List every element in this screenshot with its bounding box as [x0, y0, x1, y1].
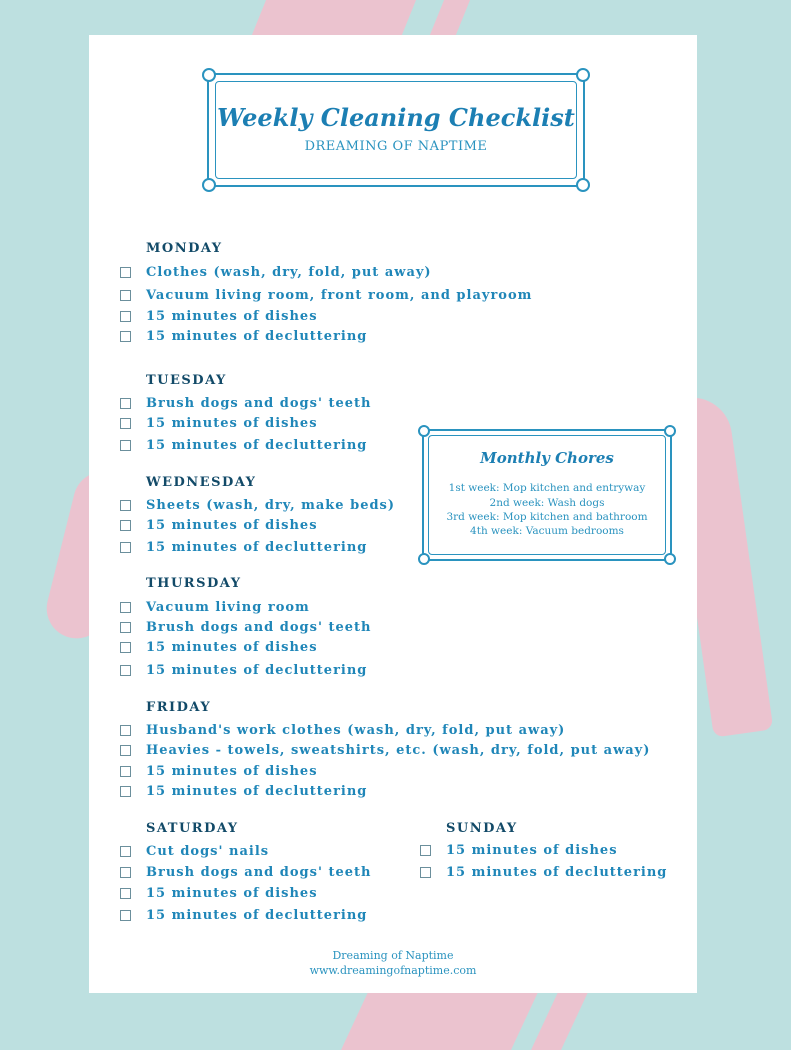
checklist-item[interactable] [420, 840, 618, 860]
checklist-item[interactable] [120, 740, 650, 760]
frame-curl-icon [664, 553, 676, 565]
footer-url[interactable]: www.dreamingofnaptime.com [309, 964, 477, 977]
monthly-chore-line: 3rd week: Mop kitchen and bathroom [446, 511, 648, 523]
checkbox[interactable] [120, 520, 131, 531]
monthly-chores-title: Monthly Chores [480, 449, 614, 467]
checklist-item[interactable] [420, 862, 667, 882]
footer-name: Dreaming of Naptime [332, 949, 454, 962]
checklist-item[interactable] [120, 660, 367, 680]
frame-curl-icon [418, 425, 430, 437]
checklist-item[interactable] [120, 841, 269, 861]
frame-curl-icon [202, 68, 216, 82]
item-label: 15 minutes of decluttering [146, 907, 368, 923]
monthly-chore-line: 4th week: Vacuum bedrooms [470, 525, 624, 537]
checklist-item[interactable] [120, 883, 318, 903]
day-heading-wednesday: WEDNESDAY [146, 475, 257, 490]
item-label: 15 minutes of decluttering [146, 328, 368, 344]
day-heading-friday: FRIDAY [146, 700, 212, 715]
frame-curl-icon [664, 425, 676, 437]
item-label: 15 minutes of decluttering [146, 437, 368, 453]
checkbox[interactable] [420, 845, 431, 856]
day-heading-tuesday: TUESDAY [146, 373, 227, 388]
item-label: Brush dogs and dogs' teeth [146, 619, 372, 635]
item-label: Vacuum living room, front room, and playroom [146, 287, 533, 303]
item-label: 15 minutes of dishes [446, 842, 618, 858]
checklist-page [89, 35, 697, 993]
checklist-item[interactable] [120, 905, 367, 925]
checklist-item[interactable] [120, 306, 318, 326]
checkbox[interactable] [120, 888, 131, 899]
checklist-item[interactable] [120, 720, 565, 740]
title-frame [207, 73, 585, 187]
frame-curl-icon [418, 553, 430, 565]
item-label: Brush dogs and dogs' teeth [146, 395, 372, 411]
monthly-chore-line: 2nd week: Wash dogs [489, 497, 605, 509]
checkbox[interactable] [120, 846, 131, 857]
monthly-chores-box [422, 429, 672, 561]
checklist-item[interactable] [120, 326, 367, 346]
checklist-item[interactable] [120, 597, 310, 617]
item-label: 15 minutes of decluttering [446, 864, 668, 880]
item-label: 15 minutes of dishes [146, 517, 318, 533]
checkbox[interactable] [120, 642, 131, 653]
checkbox[interactable] [120, 867, 131, 878]
decor-stroke-top-thin [428, 0, 478, 40]
checkbox[interactable] [120, 398, 131, 409]
checkbox[interactable] [120, 500, 131, 511]
item-label: 15 minutes of decluttering [146, 783, 368, 799]
item-label: 15 minutes of decluttering [146, 539, 368, 555]
decor-stroke-bottom [341, 990, 539, 1050]
page-title: Weekly Cleaning Checklist [217, 103, 575, 132]
item-label: 15 minutes of dishes [146, 885, 318, 901]
item-label: 15 minutes of dishes [146, 308, 318, 324]
checklist-item[interactable] [120, 393, 371, 413]
item-label: Husband's work clothes (wash, dry, fold, put away) [146, 722, 566, 738]
checkbox[interactable] [120, 910, 131, 921]
checkbox[interactable] [120, 331, 131, 342]
checklist-item[interactable] [120, 537, 367, 557]
checklist-item[interactable] [120, 495, 395, 515]
checkbox[interactable] [120, 602, 131, 613]
monthly-chore-line: 1st week: Mop kitchen and entryway [448, 482, 646, 494]
day-heading-saturday: SATURDAY [146, 821, 239, 836]
item-label: 15 minutes of dishes [146, 763, 318, 779]
checkbox[interactable] [120, 418, 131, 429]
checklist-item[interactable] [120, 761, 318, 781]
checkbox[interactable] [120, 745, 131, 756]
checkbox[interactable] [420, 867, 431, 878]
day-heading-monday: MONDAY [146, 241, 223, 256]
checkbox[interactable] [120, 311, 131, 322]
item-label: Heavies - towels, sweatshirts, etc. (wash, dry, fold, put away) [146, 742, 651, 758]
checkbox[interactable] [120, 665, 131, 676]
checklist-item[interactable] [120, 862, 371, 882]
checklist-item[interactable] [120, 515, 318, 535]
checkbox[interactable] [120, 440, 131, 451]
checklist-item[interactable] [120, 285, 532, 305]
frame-curl-icon [202, 178, 216, 192]
checklist-item[interactable] [120, 781, 367, 801]
checkbox[interactable] [120, 622, 131, 633]
checkbox[interactable] [120, 542, 131, 553]
frame-curl-icon [576, 178, 590, 192]
item-label: Vacuum living room [146, 599, 310, 615]
checkbox[interactable] [120, 267, 131, 278]
checkbox[interactable] [120, 786, 131, 797]
checkbox[interactable] [120, 766, 131, 777]
day-heading-sunday: SUNDAY [446, 821, 518, 836]
item-label: 15 minutes of decluttering [146, 662, 368, 678]
item-label: 15 minutes of dishes [146, 639, 318, 655]
item-label: Cut dogs' nails [146, 843, 270, 859]
checklist-item[interactable] [120, 413, 318, 433]
checklist-item[interactable] [120, 435, 367, 455]
checklist-item[interactable] [120, 262, 432, 282]
item-label: 15 minutes of dishes [146, 415, 318, 431]
checkbox[interactable] [120, 725, 131, 736]
decor-stroke-top [250, 0, 424, 40]
checklist-item[interactable] [120, 637, 318, 657]
checkbox[interactable] [120, 290, 131, 301]
frame-curl-icon [576, 68, 590, 82]
item-label: Brush dogs and dogs' teeth [146, 864, 372, 880]
checklist-item[interactable] [120, 617, 371, 637]
day-heading-thursday: THURSDAY [146, 576, 242, 591]
decor-stroke-bottom-thin [531, 990, 589, 1050]
item-label: Clothes (wash, dry, fold, put away) [146, 264, 432, 280]
item-label: Sheets (wash, dry, make beds) [146, 497, 396, 513]
page-subtitle: DREAMING OF NAPTIME [304, 139, 488, 154]
